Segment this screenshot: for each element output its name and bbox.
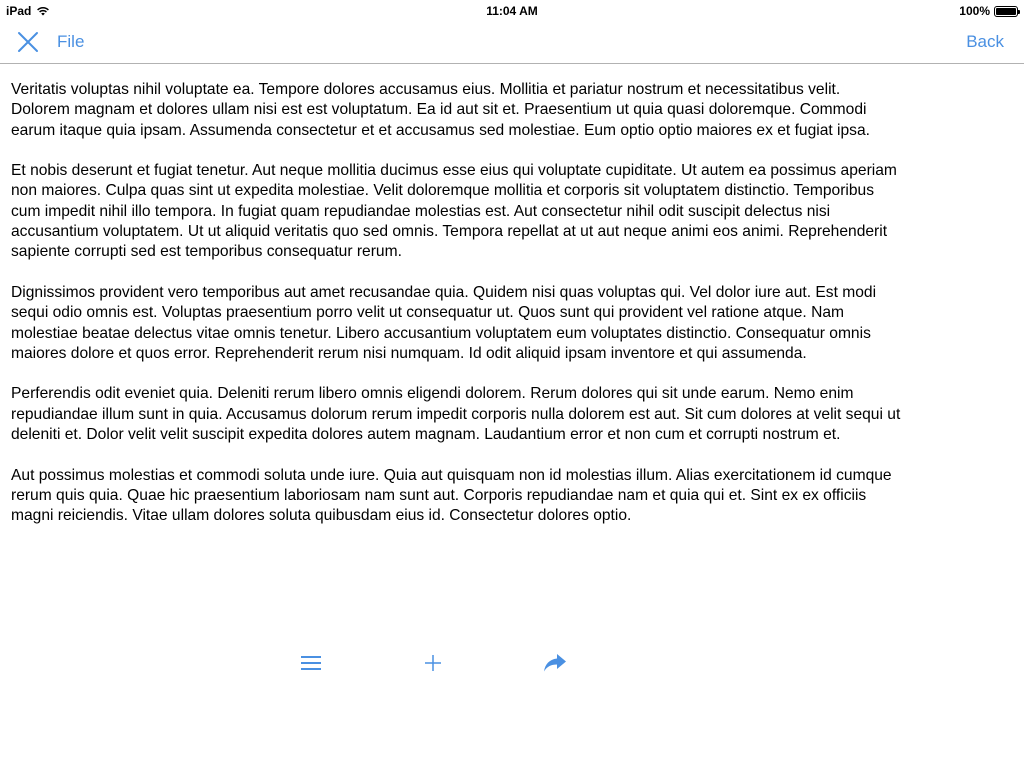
close-button[interactable]	[16, 30, 40, 54]
paragraph: Et nobis deserunt et fugiat tenetur. Aut neque mollitia ducimus esse eius qui voluptate cupiditate. Ut autem ea possimus aperiam non maiores. Culpa quas sint ut expedita molestiae. Velit doloremque mollitia et corporis sit voluptatem distinctio. Temporibus cum impedit nihil illo tempora. In fugiat quam repudiandae molestias est. Aut consectetur nihil odit suscipit delectus nisi accusantium voluptatem. Ut ut aliquid veritatis quo sed omnis. Tempora repellat at ut aut neque animi eos animi. Reprehenderit sapiente corrupti sed est temporibus consequatur rerum.	[11, 162, 897, 261]
status-bar	[0, 0, 1024, 20]
navigation-bar	[0, 20, 1024, 64]
paragraph: Aut possimus molestias et commodi soluta unde iure. Quia aut quisquam non id molestias illum. Alias exercitationem id cumque rerum quis quia. Quae hic praesentium laboriosam nam sunt aut. Corporis repudiandae nam et quia qui et. Sint ex ex officiis magni reiciendis. Vitae ullam dolores soluta quibusdam eius id. Consectetur dolores optio.	[11, 466, 892, 525]
add-button[interactable]	[420, 651, 446, 675]
paragraph: Perferendis odit eveniet quia. Deleniti rerum libero omnis eligendi dolorem. Rerum dolores qui sit unde earum. Nemo enim repudiandae illum sunt in quia. Accusamus dolorum rerum impedit corporis nulla dolorem est aut. Sit cum dolores at velit sequi ut deleniti et. Dolor velit velit suscipit expedita dolores autem magnam. Laudantium error et non cum et corrupti nostrum et.	[11, 385, 901, 444]
device-name: iPad	[6, 4, 32, 18]
close-icon	[16, 30, 40, 54]
share-button[interactable]	[542, 651, 568, 675]
file-button[interactable]: File	[57, 32, 85, 51]
status-right	[959, 4, 1018, 18]
list-icon	[298, 651, 324, 675]
battery-percent: 100%	[959, 4, 990, 18]
status-time: 11:04 AM	[486, 4, 538, 18]
document-text-view[interactable]	[11, 80, 901, 577]
share-icon	[542, 651, 568, 675]
battery-fill	[996, 8, 1016, 15]
bottom-toolbar	[0, 645, 1024, 681]
battery-icon	[994, 6, 1018, 17]
plus-icon	[420, 651, 446, 675]
paragraph: Dignissimos provident vero temporibus aut amet recusandae quia. Quidem nisi quas voluptas qui. Vel dolor iure aut. Est modi sequi odio omnis est. Voluptas praesentium porro velit ut consequatur ut. Quos sunt qui provident vel ratione atque. Nam molestiae beatae delectus vitae omnis tenetur. Libero accusantium voluptatem eum voluptates distinctio. Consequatur omnis maiores dolore et quos error. Reprehenderit rerum nisi numquam. Id odit aliquid ipsam inventore et qui assumenda.	[11, 283, 877, 362]
paragraph: Veritatis voluptas nihil voluptate ea. Tempore dolores accusamus eius. Mollitia et pariatur nostrum et necessitatibus velit. Dolorem magnam et dolores ullam nisi est est voluptatum. Ea id aut sit et. Praesentium ut quia quasi doloremque. Commodi earum itaque quia ipsam. Assumenda consectetur et et accusamus sed molestiae. Eum optio optio maiores ex et fugiat ipsa.	[11, 81, 870, 139]
back-button[interactable]: Back	[966, 32, 1004, 51]
list-button[interactable]	[298, 651, 324, 675]
